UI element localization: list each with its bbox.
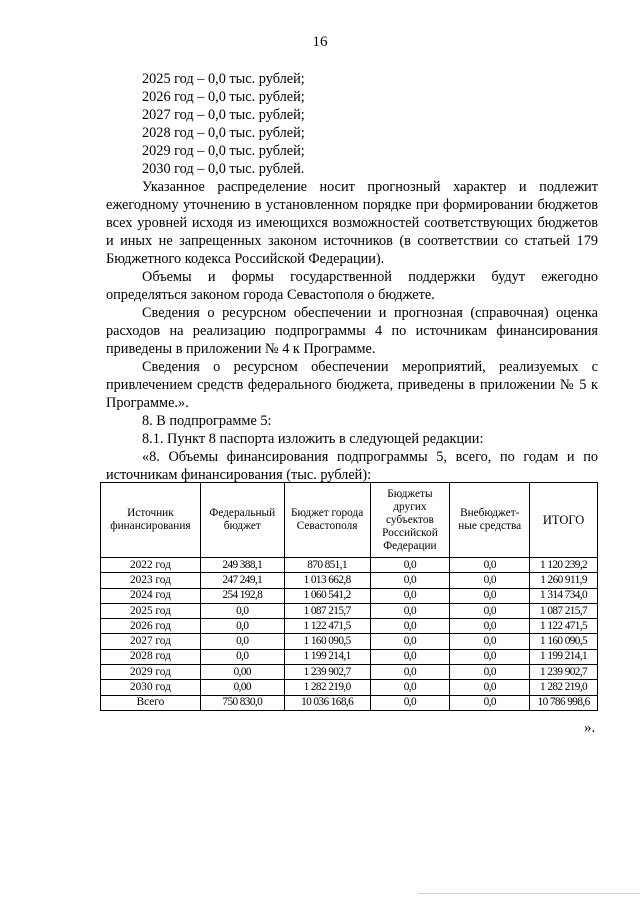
table-row	[101, 680, 598, 695]
year-line: 2028 год – 0,0 тыс. рублей;	[142, 125, 305, 141]
year-line: 2027 год – 0,0 тыс. рублей;	[142, 107, 305, 123]
table-row	[101, 649, 598, 664]
table-cell: 0,0	[450, 558, 530, 573]
table-cell: 2028 год	[101, 649, 201, 664]
year-line: 2029 год – 0,0 тыс. рублей;	[142, 143, 305, 159]
table-cell: 0,0	[370, 649, 450, 664]
table-cell: 2025 год	[101, 603, 201, 618]
table-cell: 1 239 902,7	[284, 665, 370, 680]
table-cell: 254 192,8	[200, 588, 284, 603]
table-cell: 870 851,1	[284, 558, 370, 573]
table-cell: 0,0	[450, 588, 530, 603]
table-cell: 1 120 239,2	[530, 558, 598, 573]
table-cell: 10 786 998,6	[530, 695, 598, 710]
table-row	[101, 573, 598, 588]
year-line: 2030 год – 0,0 тыс. рублей.	[142, 161, 305, 177]
table-row	[101, 634, 598, 649]
year-line: 2025 год – 0,0 тыс. рублей;	[142, 71, 305, 87]
document-body	[106, 70, 598, 484]
table-cell: 0,0	[370, 665, 450, 680]
table-cell: 0,0	[450, 695, 530, 710]
table-cell: 0,0	[370, 588, 450, 603]
table-cell: 0,0	[200, 649, 284, 664]
table-cell: 1 160 090,5	[284, 634, 370, 649]
paragraph-distribution: Указанное распределение носит прогнозный характер и подлежит ежегодному уточнению в установленном порядке при формировании бюджетов всех уровней исходя из имеющихся возможностей соответствующих бюджетов и иных не запрещенных законом источников (в соответствии со статьей 179 Бюджетного кодекса Российской Федерации).	[106, 179, 598, 267]
column-header: Внебюджет-ные средства	[450, 483, 530, 558]
table-cell: 1 314 734,0	[530, 588, 598, 603]
table-total-row	[101, 695, 598, 710]
page-number: 16	[312, 34, 328, 50]
table-cell: 0,0	[370, 558, 450, 573]
table-cell: 1 160 090,5	[530, 634, 598, 649]
paragraph-resource-info-4: Сведения о ресурсном обеспечении и прогнозная (справочная) оценка расходов на реализацию подпрограммы 4 по источникам финансирования приведены в приложении № 4 к Программе.	[106, 305, 598, 357]
table-cell: 2023 год	[101, 573, 201, 588]
table-cell: 0,00	[200, 680, 284, 695]
column-header: Федеральный бюджет	[200, 483, 284, 558]
column-header: Источник финансирования	[101, 483, 201, 558]
table-row	[101, 588, 598, 603]
table-cell: 2029 год	[101, 665, 201, 680]
table-cell: Всего	[101, 695, 201, 710]
table-cell: 0,0	[450, 603, 530, 618]
table-cell: 0,0	[450, 665, 530, 680]
scan-edge-line	[418, 893, 640, 894]
table-cell: 2024 год	[101, 588, 201, 603]
paragraph-financing-volumes: «8. Объемы финансирования подпрограммы 5, всего, по годам и по источникам финансирования (тыс. рублей):	[106, 449, 598, 483]
table-cell: 0,0	[370, 573, 450, 588]
table-cell: 0,0	[450, 634, 530, 649]
table-cell: 0,0	[370, 634, 450, 649]
table-cell: 0,0	[370, 680, 450, 695]
table-cell: 0,0	[450, 619, 530, 634]
table-cell: 1 013 662,8	[284, 573, 370, 588]
table-cell: 1 060 541,2	[284, 588, 370, 603]
table-row	[101, 665, 598, 680]
table-cell: 2022 год	[101, 558, 201, 573]
table-cell: 0,0	[370, 695, 450, 710]
column-header: ИТОГО	[530, 483, 598, 558]
table-cell: 1 260 911,9	[530, 573, 598, 588]
financing-table	[100, 482, 598, 711]
paragraph-item-8-1: 8.1. Пункт 8 паспорта изложить в следующей редакции:	[142, 431, 484, 447]
column-header: Бюджеты других субъектов Российской Федерации	[370, 483, 450, 558]
table-cell: 10 036 168,6	[284, 695, 370, 710]
table-cell: 1 122 471,5	[284, 619, 370, 634]
closing-quote-mark: ».	[584, 720, 596, 736]
table-cell: 247 249,1	[200, 573, 284, 588]
table-cell: 0,0	[200, 634, 284, 649]
table-cell: 249 388,1	[200, 558, 284, 573]
table-row	[101, 619, 598, 634]
year-line: 2026 год – 0,0 тыс. рублей;	[142, 89, 305, 105]
table-cell: 0,0	[370, 603, 450, 618]
table-cell: 0,00	[200, 665, 284, 680]
table-cell: 0,0	[200, 603, 284, 618]
table-cell: 0,0	[200, 619, 284, 634]
table-cell: 1 199 214,1	[284, 649, 370, 664]
table-cell: 0,0	[450, 573, 530, 588]
table-cell: 0,0	[450, 649, 530, 664]
paragraph-state-support: Объемы и формы государственной поддержки будут ежегодно определяться законом города Севастополя о бюджете.	[106, 269, 598, 303]
table-row	[101, 558, 598, 573]
paragraph-subprogram-5: 8. В подпрограмме 5:	[142, 413, 272, 429]
table-cell: 1 199 214,1	[530, 649, 598, 664]
table-header-row	[101, 483, 598, 558]
table-cell: 2026 год	[101, 619, 201, 634]
table-cell: 1 087 215,7	[284, 603, 370, 618]
table-cell: 1 239 902,7	[530, 665, 598, 680]
table-cell: 750 830,0	[200, 695, 284, 710]
paragraph-resource-info-5: Сведения о ресурсном обеспечении мероприятий, реализуемых с привлечением средств федерального бюджета, приведены в приложении № 5 к Программе.».	[106, 359, 598, 411]
column-header: Бюджет города Севастополя	[284, 483, 370, 558]
table-cell: 2030 год	[101, 680, 201, 695]
table-cell: 0,0	[450, 680, 530, 695]
table-row	[101, 603, 598, 618]
table-cell: 1 282 219,0	[530, 680, 598, 695]
table-cell: 1 122 471,5	[530, 619, 598, 634]
table-cell: 1 282 219,0	[284, 680, 370, 695]
table-cell: 2027 год	[101, 634, 201, 649]
table-cell: 1 087 215,7	[530, 603, 598, 618]
table-cell: 0,0	[370, 619, 450, 634]
